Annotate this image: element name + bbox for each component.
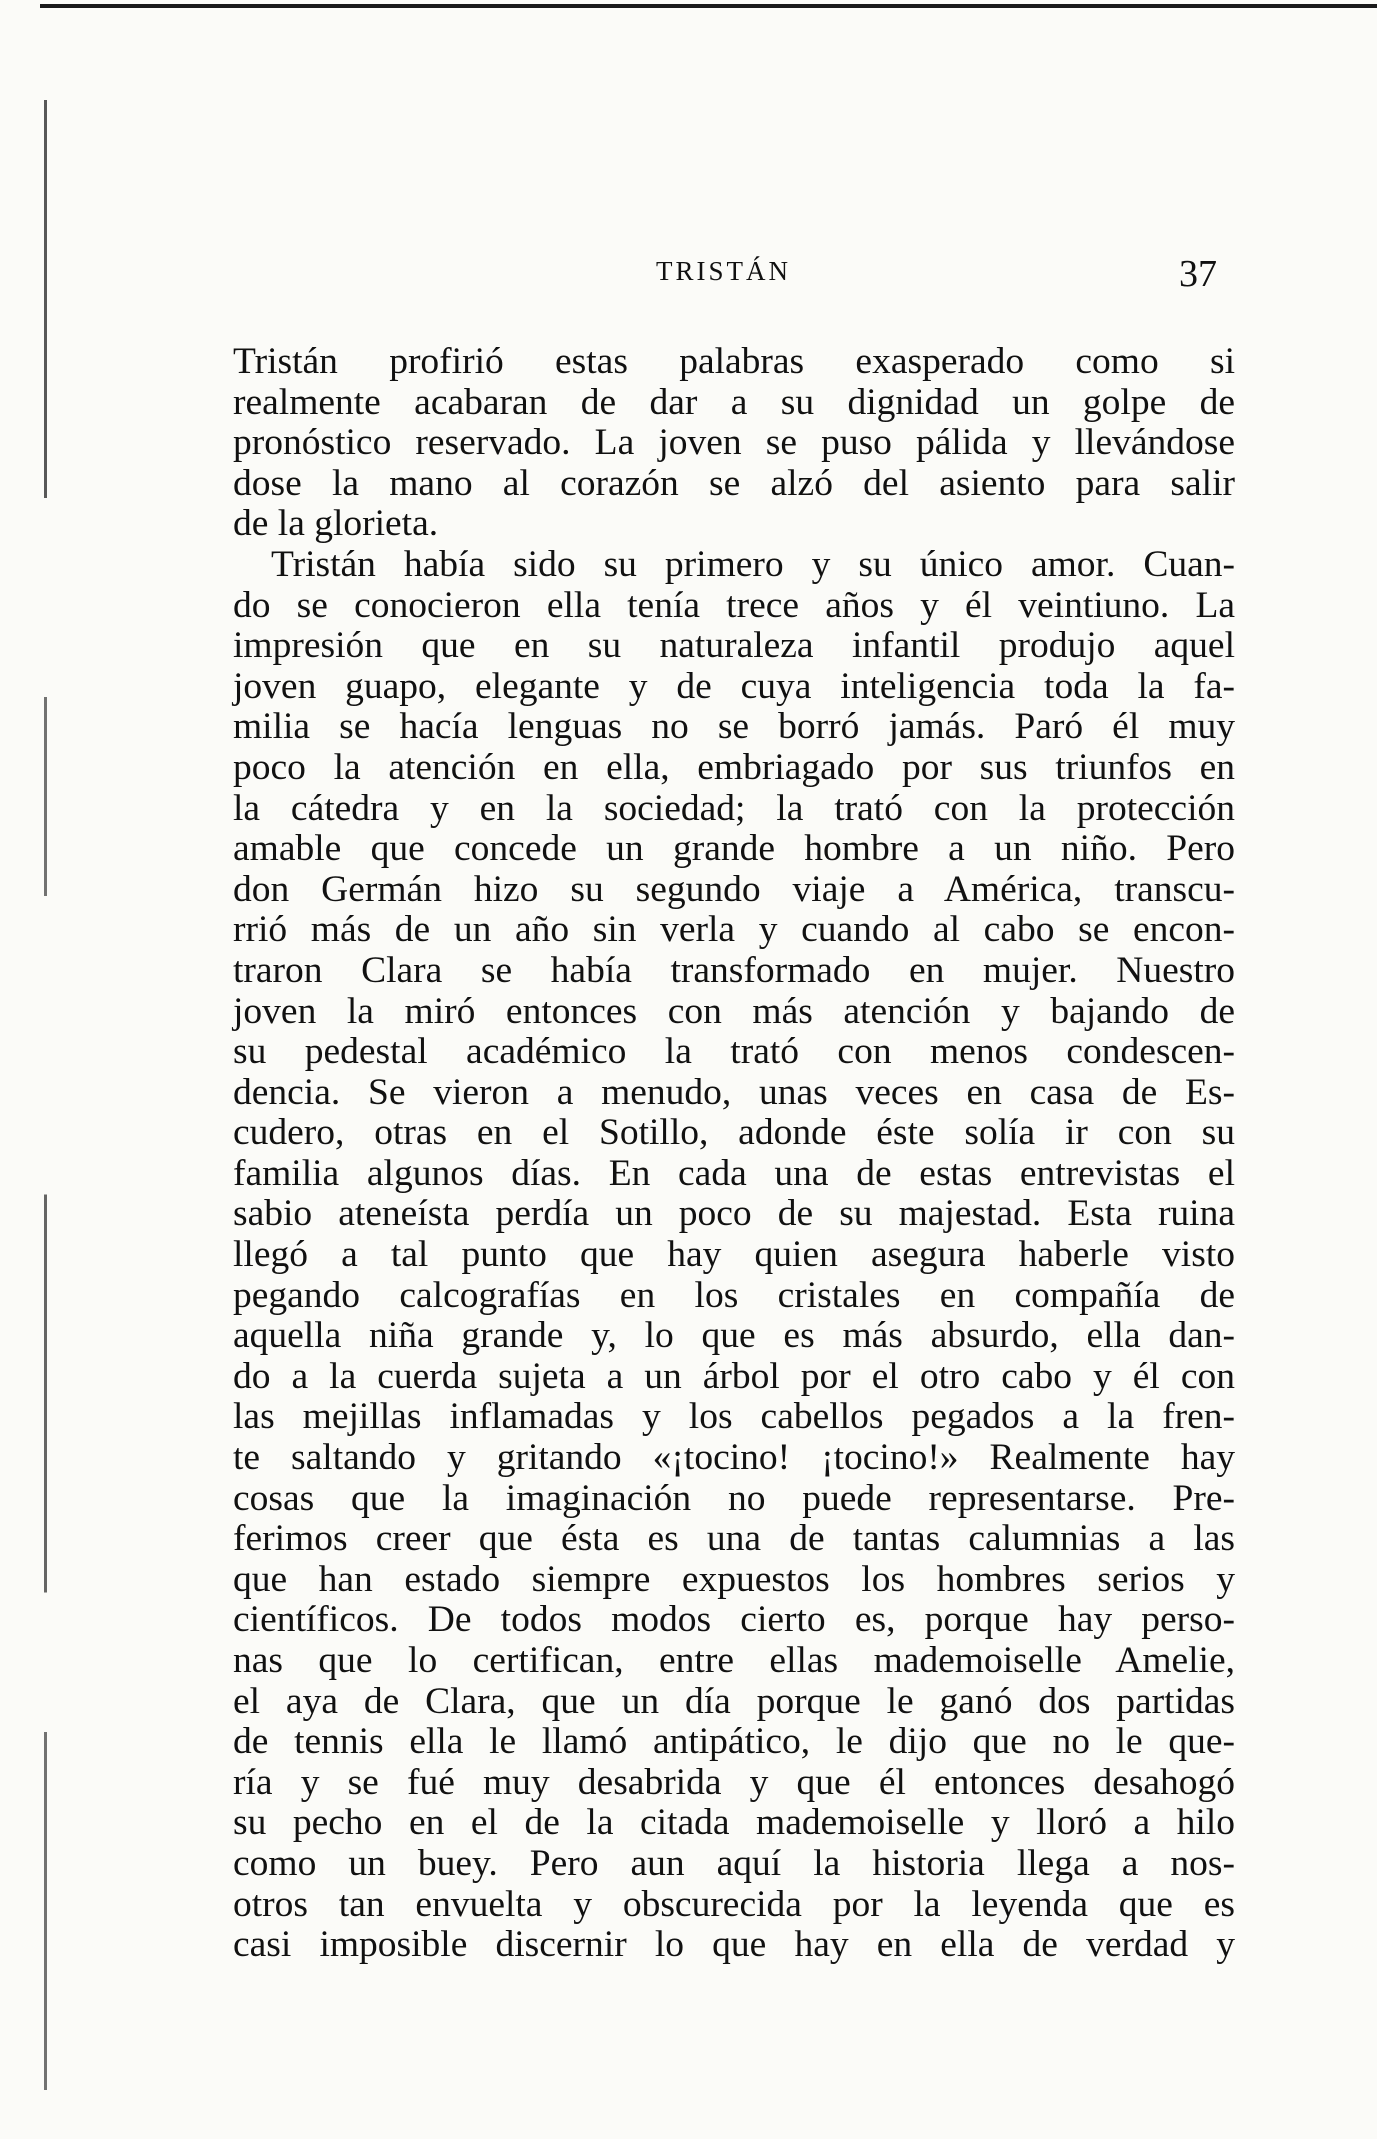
text-line: don Germán hizo su segundo viaje a América, transcu-	[233, 868, 1235, 910]
text-line: otros tan envuelta y obscurecida por la leyenda que es	[233, 1883, 1235, 1925]
running-title: TRISTÁN	[656, 256, 791, 286]
text-line: su pecho en el de la citada mademoiselle y lloró a hilo	[233, 1802, 1235, 1844]
text-line: cudero, otras en el Sotillo, adonde éste solía ir con su	[233, 1112, 1235, 1154]
body-text	[233, 342, 1235, 1966]
text-line: casi imposible discernir lo que hay en ella de verdad y	[233, 1924, 1235, 1966]
text-line: científicos. De todos modos cierto es, porque hay perso-	[233, 1599, 1235, 1641]
text-line: Tristán había sido su primero y su único amor. Cuan-	[271, 543, 1235, 585]
text-line: de tennis ella le llamó antipático, le dijo que no le que-	[233, 1721, 1235, 1763]
text-line: familia algunos días. En cada una de estas entrevistas el	[233, 1152, 1235, 1194]
text-line: dose la mano al corazón se alzó del asiento para salir	[233, 462, 1235, 504]
paragraph-1	[233, 342, 1235, 545]
text-line: do se conocieron ella tenía trece años y él veintiuno. La	[233, 584, 1235, 626]
text-line: milia se hacía lenguas no se borró jamás. Paró él muy	[233, 706, 1235, 748]
text-line: traron Clara se había transformado en mujer. Nuestro	[233, 949, 1235, 991]
text-line: rrió más de un año sin verla y cuando al cabo se encon-	[233, 909, 1235, 951]
text-line: do a la cuerda sujeta a un árbol por el otro cabo y él con	[233, 1355, 1235, 1397]
text-line: pronóstico reservado. La joven se puso pálida y llevándose	[233, 422, 1235, 464]
left-margin-scan-edge	[44, 100, 47, 2090]
text-line: que han estado siempre expuestos los hombres serios y	[233, 1558, 1235, 1600]
text-line: joven la miró entonces con más atención y bajando de	[233, 990, 1235, 1032]
text-line: las mejillas inflamadas y los cabellos pegados a la fren-	[233, 1396, 1235, 1438]
text-line: Tristán profirió estas palabras exasperado como si	[233, 341, 1235, 382]
text-line: poco la atención en ella, embriagado por sus triunfos en	[233, 746, 1235, 788]
text-line: su pedestal académico la trató con menos condescen-	[233, 1031, 1235, 1073]
text-line: joven guapo, elegante y de cuya inteligencia toda la fa-	[233, 665, 1235, 707]
page-header	[230, 252, 1217, 296]
text-line: amable que concede un grande hombre a un niño. Pero	[233, 828, 1235, 870]
text-line: realmente acabaran de dar a su dignidad un golpe de	[233, 381, 1235, 423]
text-line: el aya de Clara, que un día porque le ganó dos partidas	[233, 1680, 1235, 1722]
text-line: aquella niña grande y, lo que es más absurdo, ella dan-	[233, 1315, 1235, 1357]
text-line: como un buey. Pero aun aquí la historia llega a nos-	[233, 1842, 1235, 1884]
text-line: la cátedra y en la sociedad; la trató con la protección	[233, 787, 1235, 829]
text-line: sabio ateneísta perdía un poco de su majestad. Esta ruina	[233, 1193, 1235, 1235]
text-line: de la glorieta.	[233, 503, 439, 545]
text-line: ría y se fué muy desabrida y que él entonces desahogó	[233, 1761, 1235, 1803]
text-line: dencia. Se vieron a menudo, unas veces en casa de Es-	[233, 1071, 1235, 1113]
text-line: llegó a tal punto que hay quien asegura haberle visto	[233, 1234, 1235, 1276]
text-line: ferimos creer que ésta es una de tantas calumnias a las	[233, 1518, 1235, 1560]
page-number: 37	[1179, 253, 1217, 295]
text-line: nas que lo certifican, entre ellas mademoiselle Amelie,	[233, 1640, 1235, 1681]
text-line: te saltando y gritando «¡tocino! ¡tocino!» Realmente hay	[233, 1437, 1235, 1479]
text-line: pegando calcografías en los cristales en compañía de	[233, 1274, 1235, 1316]
text-line: impresión que en su naturaleza infantil produjo aquel	[233, 625, 1235, 667]
text-line: cosas que la imaginación no puede representarse. Pre-	[233, 1477, 1235, 1519]
top-scan-rule	[40, 4, 1377, 8]
paragraph-2	[233, 545, 1235, 1966]
